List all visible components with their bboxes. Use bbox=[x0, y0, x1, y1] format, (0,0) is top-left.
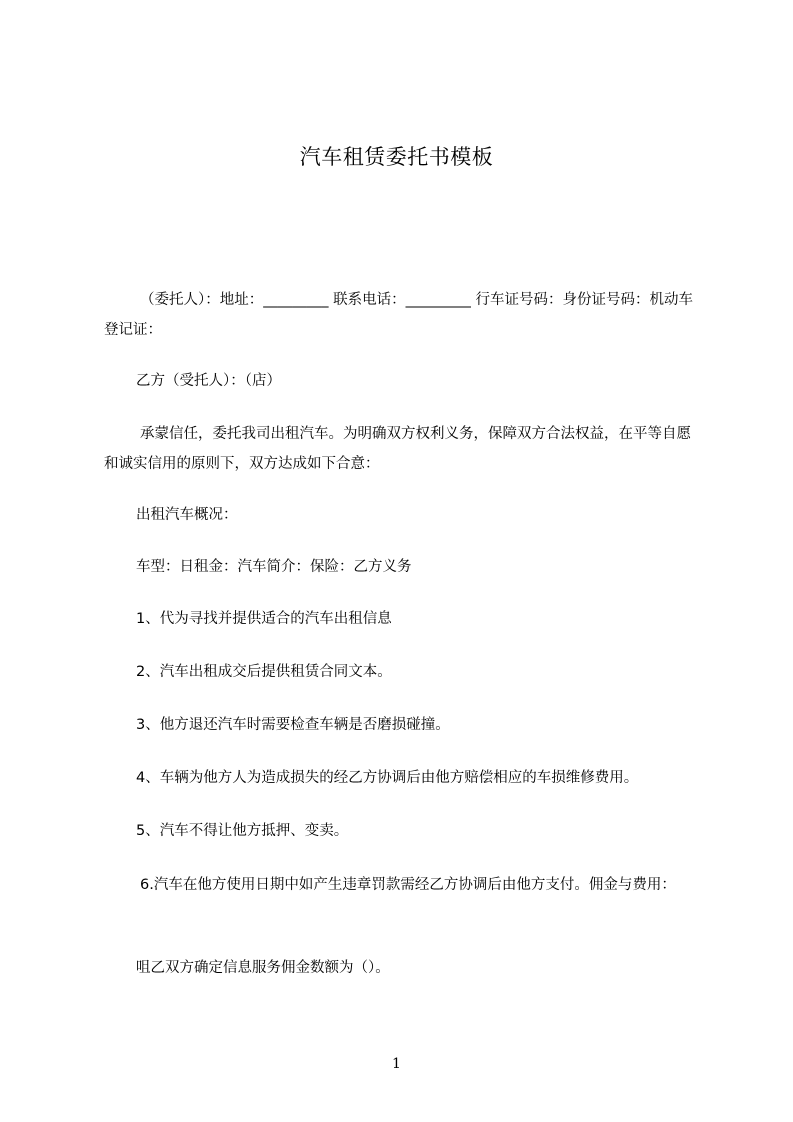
list-item-5: 5、汽车不得让他方抵押、变卖。 bbox=[136, 823, 349, 839]
commission-paragraph: 咀乙双方确定信息服务佣金数额为（）。 bbox=[136, 960, 390, 976]
document-title: 汽车租赁委托书模板 bbox=[299, 145, 494, 169]
principal-info-paragraph: （委托人）：地址：_________ 联系电话：_________ 行车证号码：身份证号码：机动车登记证： bbox=[104, 292, 693, 338]
list-item-3: 3、他方退还汽车时需要检查车辆是否磨损碰撞。 bbox=[136, 717, 450, 733]
list-item-6: 6.汽车在他方使用日期中如产生违章罚款需经乙方协调后由他方支付。佣金与费用： bbox=[140, 877, 676, 893]
overview-heading: 出租汽车概况： bbox=[136, 507, 238, 523]
list-item-4: 4、车辆为他方人为造成损失的经乙方协调后由他方赔偿相应的车损维修费用。 bbox=[136, 770, 639, 786]
page-number: 1 bbox=[392, 1056, 401, 1072]
overview-fields-paragraph: 车型：日租金：汽车简介：保险：乙方义务 bbox=[136, 559, 412, 575]
agent-info-paragraph: 乙方（受托人）：（店） bbox=[136, 373, 281, 389]
intro-paragraph: 承蒙信任，委托我司出租汽车。为明确双方权利义务，保障双方合法权益，在平等自愿和诚实信用的原则下，双方达成如下合意： bbox=[104, 426, 691, 472]
list-item-1: 1、代为寻找并提供适合的汽车出租信息 bbox=[136, 611, 392, 627]
list-item-2: 2、汽车出租成交后提供租赁合同文本。 bbox=[136, 664, 392, 680]
